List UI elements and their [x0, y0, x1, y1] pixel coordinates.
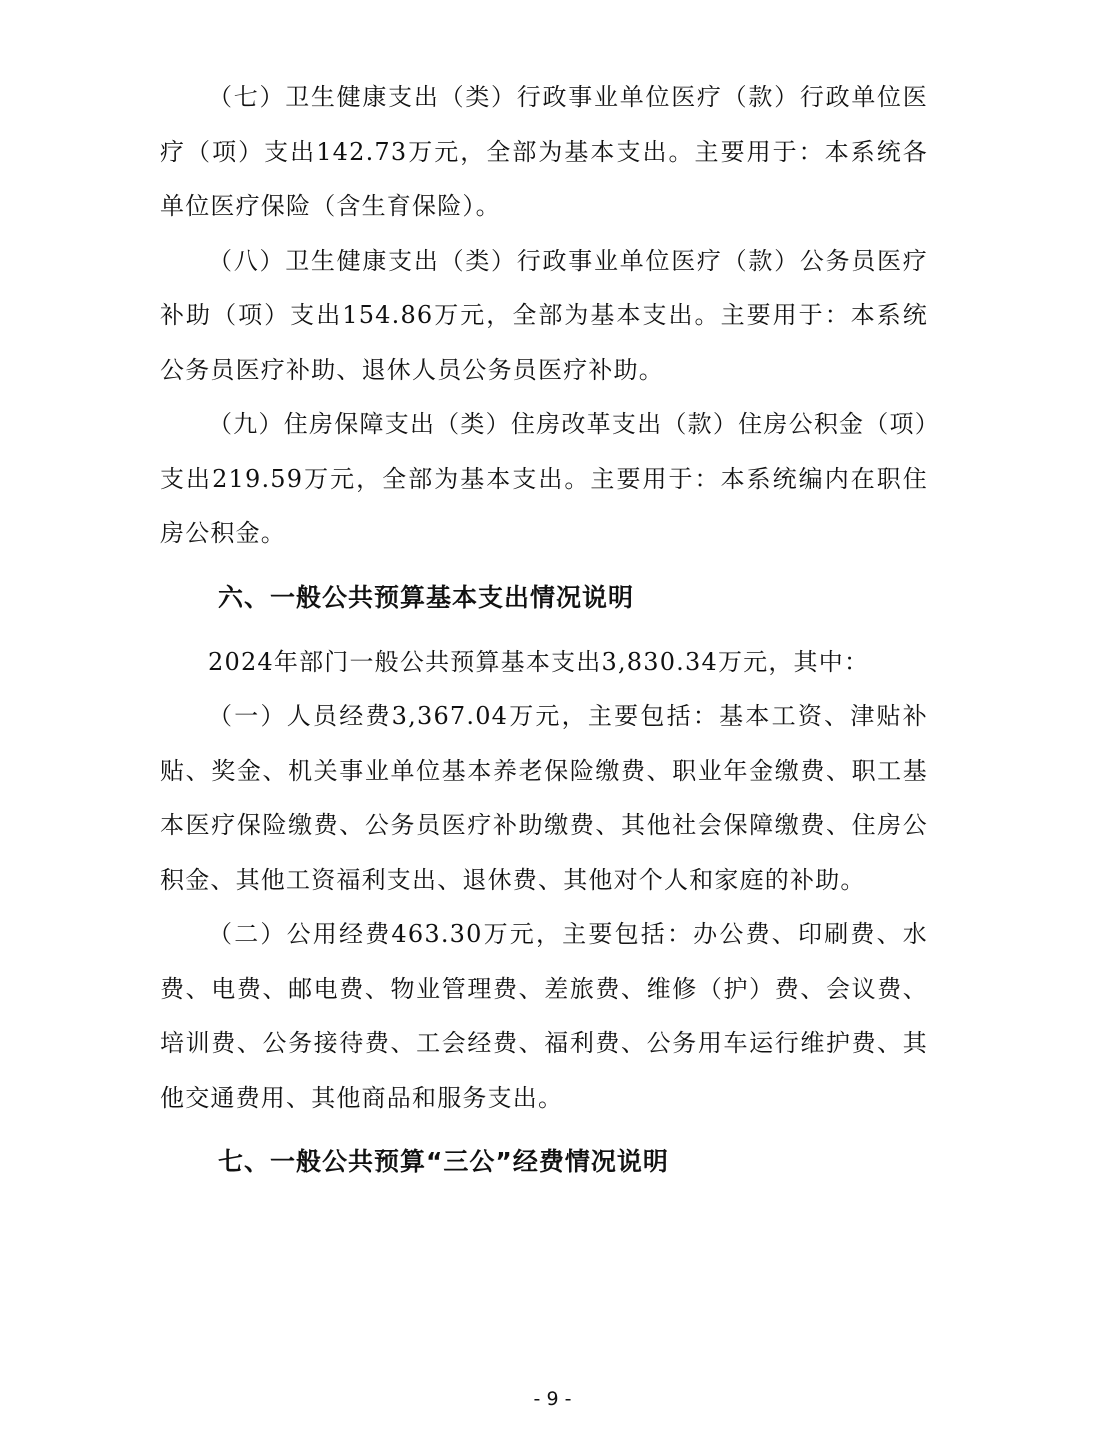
paragraph-housing-fund: （九）住房保障支出（类）住房改革支出（款）住房公积金（项）支出219.59万元，全部为基本支出。主要用于：本系统编内在职住房公积金。	[160, 410, 928, 547]
paragraph-civil-servant-medical-subsidy: （八）卫生健康支出（类）行政事业单位医疗（款）公务员医疗补助（项）支出154.86万元，全部为基本支出。主要用于：本系统公务员医疗补助、退休人员公务员医疗补助。	[160, 246, 928, 384]
paragraph-personnel-expenses: （一）人员经费3,367.04万元，主要包括：基本工资、津贴补贴、奖金、机关事业单位基本养老保险缴费、职业年金缴费、职工基本医疗保险缴费、公务员医疗补助缴费、其他社会保障缴费、住房公积金、其他工资福利支出、退休费、其他对个人和家庭的补助。	[160, 702, 928, 894]
document-body	[160, 70, 928, 1199]
section-heading-three-public-expenses: 七、一般公共预算“三公”经费情况说明	[218, 1147, 669, 1176]
section-heading-basic-expenditure: 六、一般公共预算基本支出情况说明	[218, 582, 635, 612]
paragraph-public-expenses: （二）公用经费463.30万元，主要包括：办公费、印刷费、水费、电费、邮电费、物业管理费、差旅费、维修（护）费、会议费、培训费、公务接待费、工会经费、福利费、公务用车运行维护费、其他交通费用、其他商品和服务支出。	[160, 920, 928, 1112]
paragraph-health-admin-medical: （七）卫生健康支出（类）行政事业单位医疗（款）行政单位医疗（项）支出142.73万元，全部为基本支出。主要用于：本系统各单位医疗保险（含生育保险）。	[160, 83, 928, 220]
page-number: - 9 -	[533, 1388, 572, 1410]
paragraph-basic-expenditure-total: 2024年部门一般公共预算基本支出3,830.34万元，其中：	[208, 647, 870, 676]
